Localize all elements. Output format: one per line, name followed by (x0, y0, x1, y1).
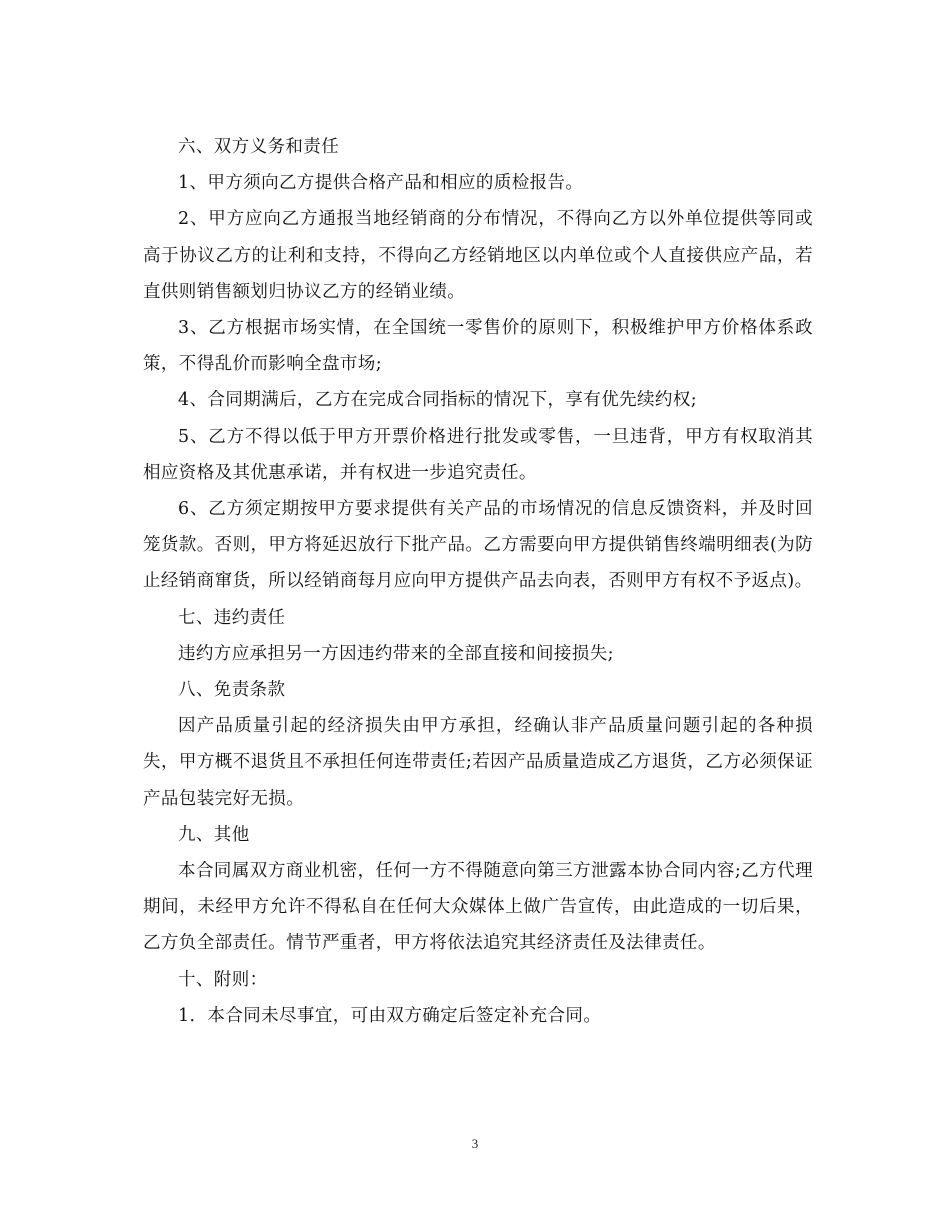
clause-paragraph: 4、合同期满后，乙方在完成合同指标的情况下，享有优先续约权; (178, 390, 698, 411)
clause-paragraph: 1．本合同未尽事宜，可由双方确定后签定补充合同。 (178, 1005, 602, 1026)
section-heading-exemption: 八、免责条款 (178, 680, 286, 701)
section-heading-breach: 七、违约责任 (178, 607, 286, 628)
clause-paragraph: 5、乙方不得以低于甲方开票价格进行批发或零售，一旦违背，甲方有权取消其相应资格及其优惠承诺，并有权进一步追究责任。 (143, 426, 813, 483)
clause-paragraph: 1、甲方须向乙方提供合格产品和相应的质检报告。 (178, 173, 584, 194)
section-heading-other: 九、其他 (178, 824, 250, 845)
clause-paragraph: 3、乙方根据市场实情，在全国统一零售价的原则下，积极维护甲方价格体系政策，不得乱价而影响全盘市场; (143, 318, 813, 375)
clause-paragraph: 本合同属双方商业机密，任何一方不得随意向第三方泄露本协合同内容;乙方代理期间，未经甲方允许不得私自在任何大众媒体上做广告宣传，由此造成的一切后果，乙方负全部责任。情节严重者，甲方将依法追究其经济责任及法律责任。 (143, 861, 813, 954)
clause-paragraph: 2、甲方应向乙方通报当地经销商的分布情况，不得向乙方以外单位提供等同或高于协议乙方的让利和支持，不得向乙方经销地区以内单位或个人直接供应产品，若直供则销售额划归协议乙方的经销业绩。 (143, 209, 813, 302)
clause-paragraph: 6、乙方须定期按甲方要求提供有关产品的市场情况的信息反馈资料，并及时回笼货款。否则，甲方将延迟放行下批产品。乙方需要向甲方提供销售终端明细表(为防止经销商窜货，所以经销商每月应向甲方提供产品去向表，否则甲方有权不予返点)。 (143, 499, 813, 592)
clause-paragraph: 因产品质量引起的经济损失由甲方承担，经确认非产品质量问题引起的各种损失，甲方概不退货且不承担任何连带责任;若因产品质量造成乙方退货，乙方必须保证产品包装完好无损。 (143, 716, 813, 809)
section-heading-supplementary: 十、附则： (178, 969, 268, 990)
page-number: 3 (471, 1136, 479, 1151)
clause-paragraph: 违约方应承担另一方因违约带来的全部直接和间接损失; (178, 643, 614, 664)
document-body (143, 129, 813, 1034)
section-heading-obligations: 六、双方义务和责任 (178, 137, 340, 157)
